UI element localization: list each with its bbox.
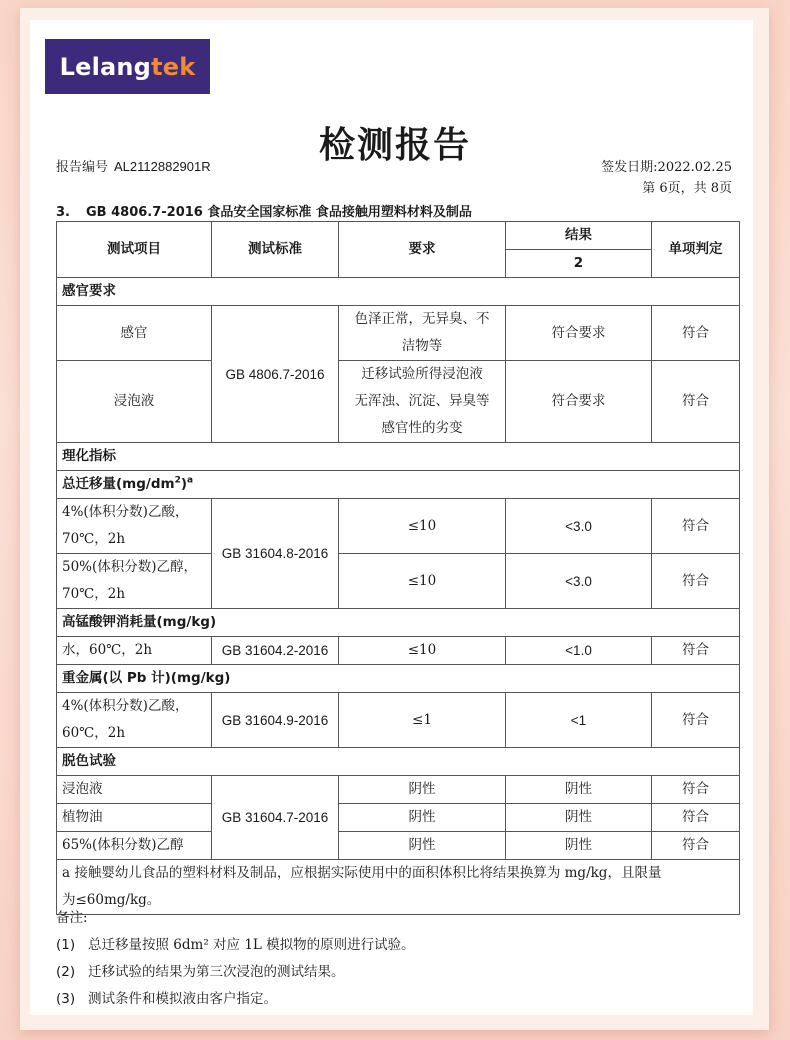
- category-row: [57, 471, 740, 499]
- category-decolor: 脱色试验: [57, 748, 740, 776]
- table-row: [57, 693, 740, 748]
- category-heavy-metal: 重金属(以 Pb 计)(mg/kg): [57, 665, 740, 693]
- table-row: [57, 637, 740, 665]
- requirement: ≤1: [339, 693, 506, 748]
- table-row: [57, 776, 740, 804]
- remark-item: [56, 959, 415, 986]
- header-judgement: 单项判定: [652, 222, 740, 278]
- requirement-line: 感官性的劣变: [381, 420, 463, 436]
- remark-number: (1): [56, 937, 76, 953]
- header-result-sample: 2: [506, 250, 652, 278]
- judgement: 符合: [652, 554, 740, 609]
- logo-text-white: Lelang: [59, 52, 152, 81]
- remark-item: [56, 986, 415, 1013]
- header-test-standard: 测试标准: [212, 222, 339, 278]
- test-results-table: [56, 221, 740, 915]
- requirement-line: 无浑浊、沉淀、异臭等: [354, 393, 490, 409]
- requirement: [339, 361, 506, 443]
- category-row: [57, 278, 740, 306]
- report-number: [56, 156, 211, 175]
- requirement-line: 色泽正常，无异臭、不: [354, 311, 490, 327]
- judgement: 符合: [652, 306, 740, 361]
- remark-item: [56, 932, 415, 959]
- table-row: [57, 554, 740, 609]
- remark-number: (3): [56, 991, 76, 1007]
- footnote-marker: a: [187, 475, 194, 486]
- table-row: [57, 306, 740, 361]
- category-row: [57, 443, 740, 471]
- test-item-line: 4%(体积分数)乙酸，: [62, 698, 189, 714]
- test-item: 浸泡液: [57, 361, 212, 443]
- result: <3.0: [506, 499, 652, 554]
- test-item: [57, 693, 212, 748]
- test-item: 水，60℃，2h: [57, 637, 212, 665]
- test-item-line: 50%(体积分数)乙醇，: [62, 559, 198, 575]
- result: 符合要求: [506, 361, 652, 443]
- test-standard: GB 4806.7-2016: [212, 306, 339, 443]
- result: 符合要求: [506, 306, 652, 361]
- test-item-line: 70℃，2h: [62, 531, 126, 547]
- section-number: 3.: [56, 205, 70, 220]
- report-number-label: 报告编号: [56, 160, 109, 175]
- requirement: [339, 306, 506, 361]
- result: <3.0: [506, 554, 652, 609]
- test-item: 65%(体积分数)乙醇: [57, 832, 212, 860]
- result: <1.0: [506, 637, 652, 665]
- header-requirement: 要求: [339, 222, 506, 278]
- test-item-line: 60℃，2h: [62, 725, 126, 741]
- judgement: 符合: [652, 804, 740, 832]
- result: 阴性: [506, 804, 652, 832]
- test-standard: GB 31604.2-2016: [212, 637, 339, 665]
- header-test-item: 测试项目: [57, 222, 212, 278]
- category-migration-end: ): [180, 476, 187, 492]
- requirement: ≤10: [339, 554, 506, 609]
- report-title: 检测报告: [318, 125, 471, 166]
- judgement: 符合: [652, 637, 740, 665]
- judgement: 符合: [652, 361, 740, 443]
- requirement: ≤10: [339, 637, 506, 665]
- requirement: 阴性: [339, 832, 506, 860]
- result: 阴性: [506, 776, 652, 804]
- requirement-line: 迁移试验所得浸泡液: [361, 366, 483, 382]
- table-row: [57, 361, 740, 443]
- remark-number: (2): [56, 964, 76, 980]
- category-row: [57, 665, 740, 693]
- footnote-line: 为≤60mg/kg。: [62, 892, 161, 908]
- result: <1: [506, 693, 652, 748]
- header-result: 结果: [506, 222, 652, 250]
- table-row: [57, 832, 740, 860]
- table-row: [57, 804, 740, 832]
- report-number-value: AL2112882901R: [114, 159, 211, 174]
- test-item: 植物油: [57, 804, 212, 832]
- category-sensory: 感官要求: [57, 278, 740, 306]
- remark-text: 迁移试验的结果为第三次浸泡的测试结果。: [88, 964, 345, 980]
- test-item: 浸泡液: [57, 776, 212, 804]
- remark-text: 总迁移量按照 6dm² 对应 1L 模拟物的原则进行试验。: [88, 937, 415, 953]
- category-kmno4: 高锰酸钾消耗量(mg/kg): [57, 609, 740, 637]
- table-row: [57, 499, 740, 554]
- header-row: [57, 222, 740, 250]
- test-item: [57, 499, 212, 554]
- section-title: [56, 201, 472, 220]
- requirement: 阴性: [339, 776, 506, 804]
- category-row: [57, 609, 740, 637]
- judgement: 符合: [652, 499, 740, 554]
- requirement: ≤10: [339, 499, 506, 554]
- judgement: 符合: [652, 776, 740, 804]
- remarks: [56, 906, 415, 1013]
- footnote-line: a 接触婴幼儿食品的塑料材料及制品，应根据实际使用中的面积体积比将结果换算为 mg/kg，且限量: [62, 865, 662, 881]
- test-standard: GB 31604.9-2016: [212, 693, 339, 748]
- remarks-title: 备注:: [56, 910, 88, 926]
- judgement: 符合: [652, 693, 740, 748]
- result: 阴性: [506, 832, 652, 860]
- remark-text: 测试条件和模拟液由客户指定。: [88, 991, 277, 1007]
- lelangtek-logo: [45, 39, 210, 94]
- test-standard: GB 31604.8-2016: [212, 499, 339, 609]
- test-item-line: 4%(体积分数)乙酸，: [62, 504, 189, 520]
- test-item: 感官: [57, 306, 212, 361]
- category-migration: [57, 471, 740, 499]
- superscript: 2: [174, 475, 181, 486]
- test-item-line: 70℃，2h: [62, 586, 126, 602]
- judgement: 符合: [652, 832, 740, 860]
- requirement: 阴性: [339, 804, 506, 832]
- logo-text-orange: tek: [151, 52, 196, 81]
- page-info: 第 6页，共 8页: [642, 181, 732, 196]
- category-physchem: 理化指标: [57, 443, 740, 471]
- requirement-line: 洁物等: [401, 338, 443, 354]
- issue-date: 签发日期:2022.02.25: [601, 160, 732, 175]
- test-standard: GB 31604.7-2016: [212, 776, 339, 860]
- category-migration-text: 总迁移量(mg/dm: [62, 476, 175, 492]
- category-row: [57, 748, 740, 776]
- section-title-text: GB 4806.7-2016 食品安全国家标准 食品接触用塑料材料及制品: [86, 205, 472, 220]
- test-item: [57, 554, 212, 609]
